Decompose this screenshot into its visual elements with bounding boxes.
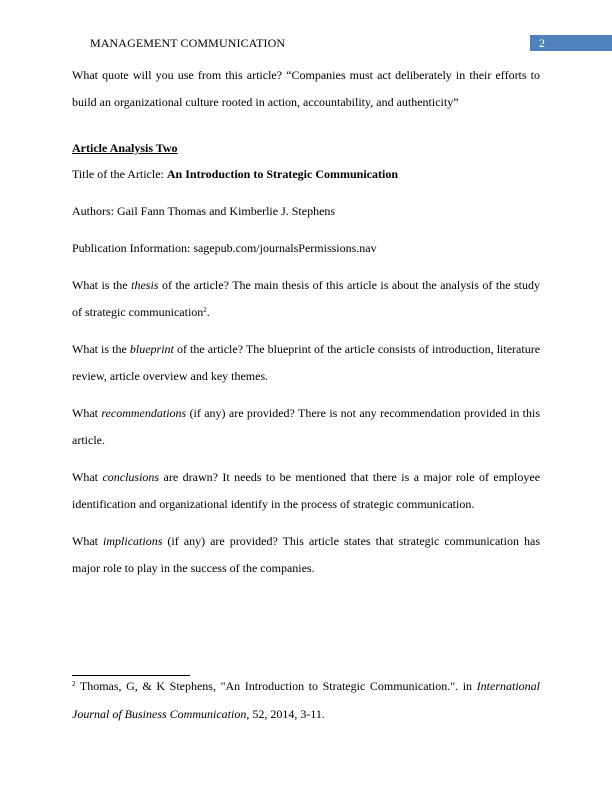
header-title: MANAGEMENT COMMUNICATION (90, 36, 286, 50)
footnote-ref: 2 (203, 306, 207, 314)
title-value: An Introduction to Strategic Communication (166, 167, 399, 181)
quote-paragraph (72, 62, 540, 116)
blueprint-paragraph (72, 336, 540, 390)
quote-question: What quote will you use from this article? (72, 68, 283, 82)
implications-paragraph (72, 528, 540, 582)
title-label: Title of the Article: (72, 167, 164, 181)
footnote-details: , 52, 2014, 3-11. (246, 707, 325, 721)
conclusions-text: are drawn? It needs to be mentioned that there is a major role of employee identification and organizational identify in the process of strategic communication. (72, 470, 541, 511)
publication-line: Publication Information: sagepub.com/journalsPermissions.nav (72, 241, 377, 255)
thesis-text: of the article? The main thesis of this article is about the analysis of the study of strategic communication (72, 278, 541, 319)
quote-text: “Companies must act deliberately in their efforts to build an organizational culture rooted in action, accountability, and authenticity” (72, 68, 541, 109)
implications-term: implications (103, 534, 163, 548)
article-title-line (72, 161, 540, 188)
conclusions-pre: What (72, 470, 98, 484)
footnote-text: Thomas, G, & K Stephens, "An Introduction to Strategic Communication.". in (79, 679, 473, 693)
page-number: 2 (539, 36, 545, 50)
recommendations-term: recommendations (101, 406, 187, 420)
implications-pre: What (72, 534, 98, 548)
thesis-end: . (206, 305, 210, 319)
conclusions-paragraph (72, 464, 540, 518)
blueprint-pre: What is the (72, 342, 127, 356)
recommendations-paragraph (72, 400, 540, 454)
thesis-pre: What is the (72, 278, 128, 292)
conclusions-term: conclusions (102, 470, 160, 484)
footnote-marker: 2 (72, 680, 76, 688)
recommendations-pre: What (72, 406, 98, 420)
blueprint-term: blueprint (129, 342, 174, 356)
page-number-box (530, 35, 612, 51)
implications-text: (if any) are provided? This article states that strategic communication has major role to play in the success of the companies. (72, 534, 540, 575)
authors-line: Authors: Gail Fann Thomas and Kimberlie J. Stephens (72, 204, 336, 218)
blueprint-text: of the article? The blueprint of the article consists of introduction, literature review, article overview and key themes. (72, 342, 541, 383)
recommendations-text: (if any) are provided? There is not any recommendation provided in this article. (72, 406, 541, 447)
document-body (72, 62, 540, 582)
section-heading: Article Analysis Two (72, 141, 178, 155)
footnote (72, 672, 540, 728)
thesis-paragraph (72, 272, 540, 326)
thesis-term: thesis (131, 278, 159, 292)
footnote-journal: International Journal of Business Communication (72, 679, 540, 721)
